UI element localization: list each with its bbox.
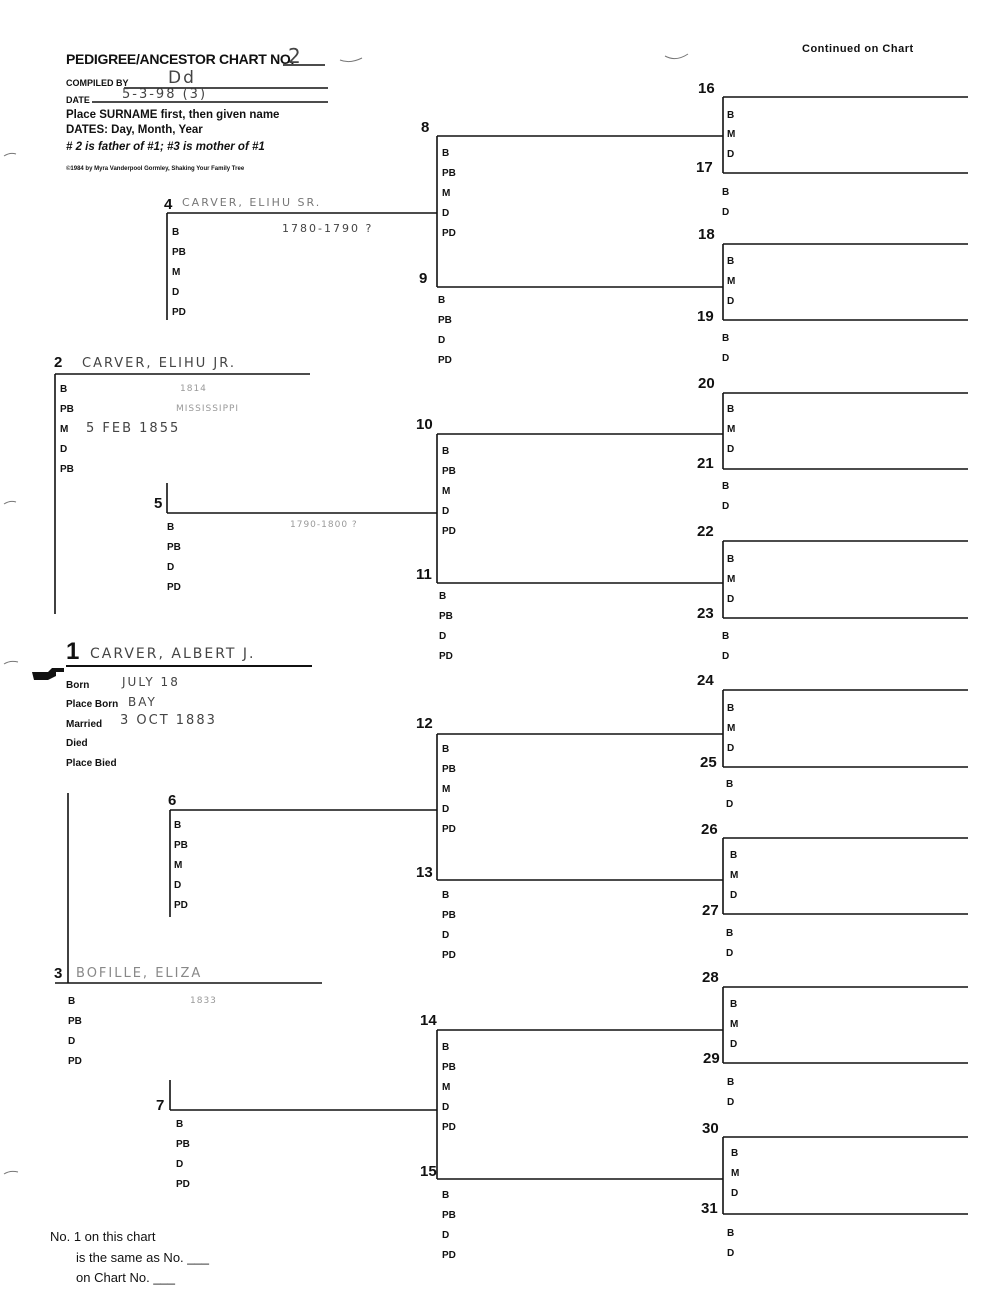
person15-d-label: D xyxy=(442,1230,450,1241)
person7-pb-label: PB xyxy=(176,1139,190,1150)
person18-b-label: B xyxy=(727,256,735,267)
person17-b-label: B xyxy=(722,187,730,198)
person4-pd-label: PD xyxy=(172,307,186,318)
compiled-by-label: COMPILED BY xyxy=(66,78,129,88)
person-number-24: 24 xyxy=(697,672,714,689)
person19-d-label: D xyxy=(722,353,730,364)
person-number-30: 30 xyxy=(702,1120,719,1137)
person2-b-label: B xyxy=(60,384,68,395)
footer-line-2: is the same as No. ___ xyxy=(76,1250,209,1265)
person24-d-label: D xyxy=(727,743,735,754)
date-value[interactable]: 5-3-98 (3) xyxy=(122,87,208,102)
person9-pd-label: PD xyxy=(438,355,452,366)
person15-b-label: B xyxy=(442,1190,450,1201)
person19-b-label: B xyxy=(722,333,730,344)
person27-d-label: D xyxy=(726,948,734,959)
footer-line-3: on Chart No. ___ xyxy=(76,1270,176,1285)
person-number-11: 11 xyxy=(416,566,432,583)
date-label: DATE xyxy=(66,95,90,105)
person16-d-label: D xyxy=(727,149,735,160)
person-number-4: 4 xyxy=(164,196,173,213)
person5-d-label: D xyxy=(167,562,175,573)
person24-b-label: B xyxy=(727,703,735,714)
chart-title: PEDIGREE/ANCESTOR CHART NO. xyxy=(66,51,295,67)
person13-pb-label: PB xyxy=(442,910,456,921)
person29-b-label: B xyxy=(727,1077,735,1088)
person-number-19: 19 xyxy=(697,308,714,325)
person-number-26: 26 xyxy=(701,821,718,838)
person1-place-born-label: Place Born xyxy=(66,699,119,710)
person20-b-label: B xyxy=(727,404,735,415)
instruction-dates: DATES: Day, Month, Year xyxy=(66,124,203,136)
person-number-21: 21 xyxy=(697,455,714,472)
person21-b-label: B xyxy=(722,481,730,492)
pointing-hand-icon xyxy=(32,668,64,680)
person6-pd-label: PD xyxy=(174,900,188,911)
person5-dates[interactable]: 1790-1800 ? xyxy=(290,520,358,530)
person14-pb-label: PB xyxy=(442,1062,456,1073)
person1-name[interactable]: CARVER, ALBERT J. xyxy=(90,646,256,662)
person4-b-label: B xyxy=(172,227,180,238)
person-number-3: 3 xyxy=(54,965,63,982)
person8-pd-label: PD xyxy=(442,228,456,239)
person-number-5: 5 xyxy=(154,495,163,512)
person13-d-label: D xyxy=(442,930,450,941)
person27-b-label: B xyxy=(726,928,734,939)
person2-pd-label: PB xyxy=(60,464,74,475)
person-number-8: 8 xyxy=(421,119,430,136)
person8-m-label: M xyxy=(442,188,451,199)
person-number-16: 16 xyxy=(698,80,715,97)
person17-d-label: D xyxy=(722,207,730,218)
person9-b-label: B xyxy=(438,295,446,306)
person-number-22: 22 xyxy=(697,523,714,540)
person7-b-label: B xyxy=(176,1119,184,1130)
person23-d-label: D xyxy=(722,651,730,662)
person30-m-label: M xyxy=(731,1168,740,1179)
person26-d-label: D xyxy=(730,890,738,901)
instruction-father-mother: # 2 is father of #1; #3 is mother of #1 xyxy=(66,141,265,153)
person6-m-label: M xyxy=(174,860,183,871)
person13-b-label: B xyxy=(442,890,450,901)
person31-d-label: D xyxy=(727,1248,735,1259)
person1-married-value[interactable]: 3 OCT 1883 xyxy=(120,713,217,728)
person28-d-label: D xyxy=(730,1039,738,1050)
person7-pd-label: PD xyxy=(176,1179,190,1190)
person4-m-label: M xyxy=(172,267,181,278)
person10-pd-label: PD xyxy=(442,526,456,537)
continued-on-chart: Continued on Chart xyxy=(802,43,914,55)
person14-pd-label: PD xyxy=(442,1122,456,1133)
person15-pb-label: PB xyxy=(442,1210,456,1221)
person-number-25: 25 xyxy=(700,754,717,771)
person-number-9: 9 xyxy=(419,270,428,287)
person29-d-label: D xyxy=(727,1097,735,1108)
person-number-13: 13 xyxy=(416,864,433,881)
person23-b-label: B xyxy=(722,631,730,642)
person-number-23: 23 xyxy=(697,605,714,622)
person5-pb-label: PB xyxy=(167,542,181,553)
person12-m-label: M xyxy=(442,784,451,795)
person4-dates[interactable]: 1780-1790 ? xyxy=(282,222,374,235)
person11-b-label: B xyxy=(439,591,447,602)
person13-pd-label: PD xyxy=(442,950,456,961)
compiled-by-value[interactable]: Dd xyxy=(168,68,196,88)
person1-place-died-label: Place Bied xyxy=(66,758,117,769)
person12-pb-label: PB xyxy=(442,764,456,775)
person21-d-label: D xyxy=(722,501,730,512)
person2-born-value[interactable]: 1814 xyxy=(180,384,207,394)
person16-b-label: B xyxy=(727,110,735,121)
person8-pb-label: PB xyxy=(442,168,456,179)
person-number-6: 6 xyxy=(168,792,177,809)
person10-b-label: B xyxy=(442,446,450,457)
person18-d-label: D xyxy=(727,296,735,307)
person1-married-label: Married xyxy=(66,719,103,730)
person26-m-label: M xyxy=(730,870,739,881)
person3-d-label: D xyxy=(68,1036,76,1047)
person30-b-label: B xyxy=(731,1148,739,1159)
person2-d-label: D xyxy=(60,444,68,455)
person5-b-label: B xyxy=(167,522,175,533)
person28-b-label: B xyxy=(730,999,738,1010)
person2-place-born-value[interactable]: MISSISSIPPI xyxy=(176,404,240,414)
person6-d-label: D xyxy=(174,880,182,891)
person10-pb-label: PB xyxy=(442,466,456,477)
person14-b-label: B xyxy=(442,1042,450,1053)
person2-pb-label: PB xyxy=(60,404,74,415)
person4-name[interactable]: CARVER, ELIHU SR. xyxy=(182,196,322,209)
person-number-12: 12 xyxy=(416,715,433,732)
chart-number-value[interactable]: 2 xyxy=(288,44,303,68)
person28-m-label: M xyxy=(730,1019,739,1030)
person20-d-label: D xyxy=(727,444,735,455)
person24-m-label: M xyxy=(727,723,736,734)
person11-pb-label: PB xyxy=(439,611,453,622)
person-number-27: 27 xyxy=(702,902,719,919)
person1-place-born-value[interactable]: BAY xyxy=(128,695,157,709)
person25-d-label: D xyxy=(726,799,734,810)
person4-pb-label: PB xyxy=(172,247,186,258)
person-number-10: 10 xyxy=(416,416,433,433)
person25-b-label: B xyxy=(726,779,734,790)
person30-d-label: D xyxy=(731,1188,739,1199)
person5-pd-label: PD xyxy=(167,582,181,593)
instruction-surname: Place SURNAME first, then given name xyxy=(66,109,280,121)
person-number-28: 28 xyxy=(702,969,719,986)
person3-born-value[interactable]: 1833 xyxy=(190,996,217,1006)
person1-born-value[interactable]: JULY 18 xyxy=(122,675,180,689)
person6-pb-label: PB xyxy=(174,840,188,851)
person-number-18: 18 xyxy=(698,226,715,243)
person12-b-label: B xyxy=(442,744,450,755)
person11-d-label: D xyxy=(439,631,447,642)
person26-b-label: B xyxy=(730,850,738,861)
person-number-31: 31 xyxy=(701,1200,718,1217)
person22-m-label: M xyxy=(727,574,736,585)
person-number-7: 7 xyxy=(156,1097,165,1114)
person15-pd-label: PD xyxy=(442,1250,456,1261)
person8-d-label: D xyxy=(442,208,450,219)
person11-pd-label: PD xyxy=(439,651,453,662)
person22-d-label: D xyxy=(727,594,735,605)
person9-pb-label: PB xyxy=(438,315,452,326)
person12-d-label: D xyxy=(442,804,450,815)
person10-m-label: M xyxy=(442,486,451,497)
person4-d-label: D xyxy=(172,287,180,298)
person3-name[interactable]: BOFILLE, ELIZA xyxy=(76,966,203,981)
person-number-14: 14 xyxy=(420,1012,437,1029)
person18-m-label: M xyxy=(727,276,736,287)
person-number-29: 29 xyxy=(703,1050,720,1067)
person1-born-label: Born xyxy=(66,680,90,691)
person10-d-label: D xyxy=(442,506,450,517)
person8-b-label: B xyxy=(442,148,450,159)
person3-pb-label: PB xyxy=(68,1016,82,1027)
person2-name[interactable]: CARVER, ELIHU JR. xyxy=(82,356,236,371)
person12-pd-label: PD xyxy=(442,824,456,835)
person-number-2: 2 xyxy=(54,354,63,371)
person7-d-label: D xyxy=(176,1159,184,1170)
person3-pd-label: PD xyxy=(68,1056,82,1067)
copyright-notice: ©1984 by Myra Vanderpool Gormley, Shaking Your Family Tree xyxy=(66,166,245,172)
person22-b-label: B xyxy=(727,554,735,565)
person16-m-label: M xyxy=(727,129,736,140)
person-number-15: 15 xyxy=(420,1163,437,1180)
person-number-20: 20 xyxy=(698,375,715,392)
person2-m-label: M xyxy=(60,424,69,435)
person3-b-label: B xyxy=(68,996,76,1007)
person2-married-value[interactable]: 5 FEB 1855 xyxy=(86,421,181,436)
person14-d-label: D xyxy=(442,1102,450,1113)
person-number-17: 17 xyxy=(696,159,713,176)
person31-b-label: B xyxy=(727,1228,735,1239)
person6-b-label: B xyxy=(174,820,182,831)
person-number-1: 1 xyxy=(66,638,80,665)
person9-d-label: D xyxy=(438,335,446,346)
person20-m-label: M xyxy=(727,424,736,435)
person14-m-label: M xyxy=(442,1082,451,1093)
person1-died-label: Died xyxy=(66,738,88,749)
footer-line-1: No. 1 on this chart xyxy=(50,1229,156,1244)
